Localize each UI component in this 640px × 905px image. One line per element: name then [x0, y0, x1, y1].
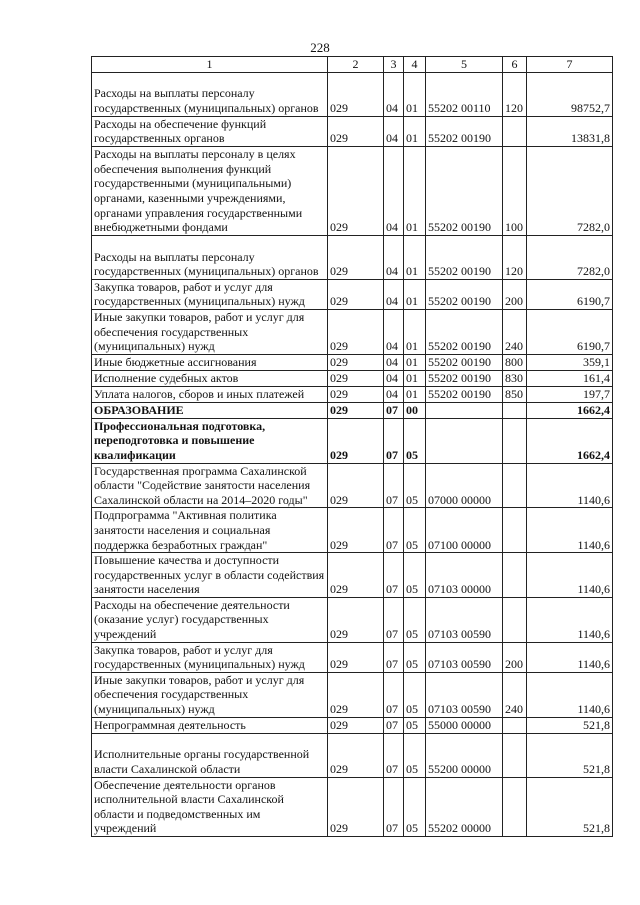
target-article-cell: 55000 00000	[426, 717, 503, 733]
target-article-cell: 07103 00590	[426, 672, 503, 717]
amount-cell: 1140,6	[527, 463, 613, 508]
section-cell: 07	[384, 733, 404, 777]
target-article-cell: 07103 00590	[426, 597, 503, 642]
subsection-cell: 01	[404, 116, 426, 146]
section-cell: 04	[384, 235, 404, 279]
grbs-cell: 029	[328, 777, 384, 836]
name-cell: Расходы на выплаты персоналу государственных (муниципальных) органов	[92, 72, 328, 116]
expense-type-cell	[503, 508, 527, 553]
column-header: 3	[384, 57, 404, 73]
target-article-cell	[426, 418, 503, 463]
grbs-cell: 029	[328, 672, 384, 717]
grbs-cell: 029	[328, 386, 384, 402]
name-cell: Государственная программа Сахалинской области "Содействие занятости населения Сахалинской области на 2014–2020 годы"	[92, 463, 328, 508]
section-cell: 04	[384, 370, 404, 386]
amount-cell: 98752,7	[527, 72, 613, 116]
expense-type-cell	[503, 116, 527, 146]
amount-cell: 7282,0	[527, 235, 613, 279]
subsection-cell: 00	[404, 402, 426, 418]
target-article-cell: 55202 00190	[426, 146, 503, 235]
target-article-cell: 55202 00190	[426, 116, 503, 146]
target-article-cell	[426, 402, 503, 418]
table-row	[92, 597, 613, 642]
section-cell: 04	[384, 72, 404, 116]
section-cell: 07	[384, 597, 404, 642]
column-header: 2	[328, 57, 384, 73]
expense-type-cell: 240	[503, 672, 527, 717]
grbs-cell: 029	[328, 463, 384, 508]
subsection-cell: 05	[404, 463, 426, 508]
amount-cell: 521,8	[527, 777, 613, 836]
grbs-cell: 029	[328, 733, 384, 777]
name-cell: Иные закупки товаров, работ и услуг для обеспечения государственных (муниципальных) нужд	[92, 309, 328, 354]
table-row	[92, 146, 613, 235]
table-row	[92, 553, 613, 598]
grbs-cell: 029	[328, 72, 384, 116]
section-cell: 04	[384, 146, 404, 235]
grbs-cell: 029	[328, 597, 384, 642]
subsection-cell: 05	[404, 597, 426, 642]
column-header: 4	[404, 57, 426, 73]
amount-cell: 1140,6	[527, 597, 613, 642]
subsection-cell: 05	[404, 553, 426, 598]
table-row	[92, 309, 613, 354]
table-row	[92, 386, 613, 402]
section-cell: 04	[384, 386, 404, 402]
name-cell: Исполнительные органы государственной власти Сахалинской области	[92, 733, 328, 777]
table-row	[92, 717, 613, 733]
target-article-cell: 55202 00190	[426, 279, 503, 309]
amount-cell: 359,1	[527, 354, 613, 370]
section-cell: 07	[384, 553, 404, 598]
name-cell: Иные бюджетные ассигнования	[92, 354, 328, 370]
section-cell: 07	[384, 777, 404, 836]
name-cell: Расходы на выплаты персоналу в целях обеспечения выполнения функций государственными (муниципальными) органами, казенными учреждениями, органами управления государственными внебюджетными фондами	[92, 146, 328, 235]
grbs-cell: 029	[328, 279, 384, 309]
grbs-cell: 029	[328, 354, 384, 370]
amount-cell: 521,8	[527, 733, 613, 777]
column-header: 7	[527, 57, 613, 73]
table-row	[92, 777, 613, 836]
name-cell: Непрограммная деятельность	[92, 717, 328, 733]
amount-cell: 1140,6	[527, 672, 613, 717]
amount-cell: 13831,8	[527, 116, 613, 146]
section-cell: 04	[384, 309, 404, 354]
expense-type-cell	[503, 402, 527, 418]
subsection-cell: 01	[404, 309, 426, 354]
subsection-cell: 01	[404, 354, 426, 370]
subsection-cell: 05	[404, 418, 426, 463]
expense-type-cell	[503, 463, 527, 508]
subsection-cell: 01	[404, 146, 426, 235]
section-cell: 07	[384, 402, 404, 418]
name-cell: Расходы на выплаты персоналу государственных (муниципальных) органов	[92, 235, 328, 279]
name-cell: Расходы на обеспечение функций государственных органов	[92, 116, 328, 146]
target-article-cell: 55202 00190	[426, 354, 503, 370]
name-cell: Обеспечение деятельности органов исполнительной власти Сахалинской области и подведомственных им учреждений	[92, 777, 328, 836]
name-cell: Исполнение судебных актов	[92, 370, 328, 386]
amount-cell: 197,7	[527, 386, 613, 402]
subsection-cell: 05	[404, 672, 426, 717]
name-cell: Иные закупки товаров, работ и услуг для обеспечения государственных (муниципальных) нужд	[92, 672, 328, 717]
section-cell: 07	[384, 642, 404, 672]
target-article-cell: 07103 00000	[426, 553, 503, 598]
table-row	[92, 418, 613, 463]
name-cell: Повышение качества и доступности государственных услуг в области содействия занятости населения	[92, 553, 328, 598]
grbs-cell: 029	[328, 553, 384, 598]
expense-type-cell: 200	[503, 279, 527, 309]
expense-type-cell	[503, 777, 527, 836]
expense-type-cell: 830	[503, 370, 527, 386]
table-row	[92, 508, 613, 553]
subsection-cell: 01	[404, 386, 426, 402]
subsection-cell: 01	[404, 72, 426, 116]
expense-type-cell: 850	[503, 386, 527, 402]
grbs-cell: 029	[328, 235, 384, 279]
expense-type-cell	[503, 418, 527, 463]
grbs-cell: 029	[328, 508, 384, 553]
target-article-cell: 55202 00190	[426, 386, 503, 402]
column-header: 5	[426, 57, 503, 73]
expense-type-cell	[503, 717, 527, 733]
table-body	[92, 72, 613, 836]
subsection-cell: 05	[404, 642, 426, 672]
grbs-cell: 029	[328, 116, 384, 146]
table-row	[92, 116, 613, 146]
section-cell: 04	[384, 279, 404, 309]
grbs-cell: 029	[328, 717, 384, 733]
subsection-cell: 01	[404, 235, 426, 279]
expense-type-cell: 240	[503, 309, 527, 354]
target-article-cell: 07103 00590	[426, 642, 503, 672]
subsection-cell: 05	[404, 777, 426, 836]
amount-cell: 1662,4	[527, 418, 613, 463]
expense-type-cell: 200	[503, 642, 527, 672]
target-article-cell: 55200 00000	[426, 733, 503, 777]
name-cell: Уплата налогов, сборов и иных платежей	[92, 386, 328, 402]
expense-type-cell: 100	[503, 146, 527, 235]
amount-cell: 1140,6	[527, 508, 613, 553]
section-cell: 04	[384, 116, 404, 146]
grbs-cell: 029	[328, 642, 384, 672]
expense-type-cell: 120	[503, 72, 527, 116]
grbs-cell: 029	[328, 418, 384, 463]
table-row	[92, 279, 613, 309]
grbs-cell: 029	[328, 370, 384, 386]
amount-cell: 1140,6	[527, 642, 613, 672]
target-article-cell: 07100 00000	[426, 508, 503, 553]
name-cell: Закупка товаров, работ и услуг для государственных (муниципальных) нужд	[92, 279, 328, 309]
budget-table	[91, 56, 613, 837]
table-row	[92, 235, 613, 279]
target-article-cell: 55202 00000	[426, 777, 503, 836]
grbs-cell: 029	[328, 146, 384, 235]
section-cell: 07	[384, 717, 404, 733]
section-cell: 07	[384, 463, 404, 508]
expense-type-cell	[503, 733, 527, 777]
table-row	[92, 672, 613, 717]
target-article-cell: 55202 00190	[426, 370, 503, 386]
amount-cell: 161,4	[527, 370, 613, 386]
expense-type-cell	[503, 553, 527, 598]
subsection-cell: 05	[404, 508, 426, 553]
name-cell: Профессиональная подготовка, переподготовка и повышение квалификации	[92, 418, 328, 463]
amount-cell: 7282,0	[527, 146, 613, 235]
section-cell: 07	[384, 418, 404, 463]
expense-type-cell	[503, 597, 527, 642]
name-cell: ОБРАЗОВАНИЕ	[92, 402, 328, 418]
table-row	[92, 354, 613, 370]
column-header: 6	[503, 57, 527, 73]
table-row	[92, 402, 613, 418]
amount-cell: 521,8	[527, 717, 613, 733]
name-cell: Расходы на обеспечение деятельности (оказание услуг) государственных учреждений	[92, 597, 328, 642]
expense-type-cell: 800	[503, 354, 527, 370]
column-header: 1	[92, 57, 328, 73]
table-row	[92, 463, 613, 508]
expense-type-cell: 120	[503, 235, 527, 279]
subsection-cell: 05	[404, 717, 426, 733]
amount-cell: 1662,4	[527, 402, 613, 418]
target-article-cell: 55202 00110	[426, 72, 503, 116]
amount-cell: 6190,7	[527, 309, 613, 354]
subsection-cell: 05	[404, 733, 426, 777]
table-row	[92, 72, 613, 116]
section-cell: 07	[384, 508, 404, 553]
grbs-cell: 029	[328, 402, 384, 418]
target-article-cell: 55202 00190	[426, 309, 503, 354]
target-article-cell: 55202 00190	[426, 235, 503, 279]
subsection-cell: 01	[404, 370, 426, 386]
table-row	[92, 642, 613, 672]
target-article-cell: 07000 00000	[426, 463, 503, 508]
subsection-cell: 01	[404, 279, 426, 309]
name-cell: Закупка товаров, работ и услуг для государственных (муниципальных) нужд	[92, 642, 328, 672]
table-row	[92, 370, 613, 386]
section-cell: 04	[384, 354, 404, 370]
page-number: 228	[310, 40, 330, 55]
amount-cell: 6190,7	[527, 279, 613, 309]
table-row	[92, 733, 613, 777]
name-cell: Подпрограмма "Активная политика занятости населения и социальная поддержка безработных граждан"	[92, 508, 328, 553]
header-row	[92, 57, 613, 73]
grbs-cell: 029	[328, 309, 384, 354]
section-cell: 07	[384, 672, 404, 717]
amount-cell: 1140,6	[527, 553, 613, 598]
